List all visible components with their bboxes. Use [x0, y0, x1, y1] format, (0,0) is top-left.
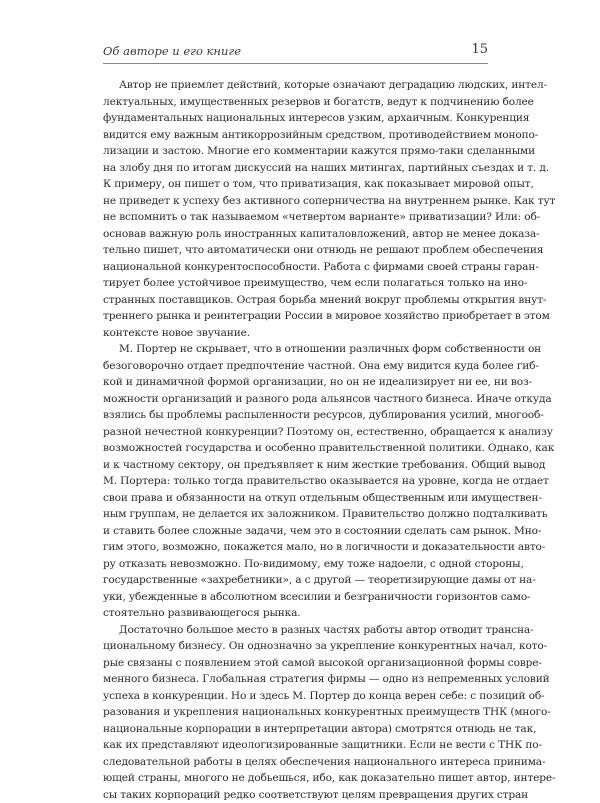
text-line: контексте новое звучание.	[103, 325, 488, 342]
text-line: основав важную роль иностранных капиталовложений, автор не менее доказа-	[103, 226, 488, 243]
text-line: М. Портера: только тогда правительство оказывается на уровне, когда не отдает	[103, 473, 488, 490]
text-line: М. Портер не скрывает, что в отношении различных форм собственности он	[103, 341, 488, 358]
text-line: не вспомнить о так называемом «четвертом варианте» приватизации? Или: об-	[103, 209, 488, 226]
text-line: тельно пишет, что автоматически они отнюдь не решают проблем обеспечения	[103, 242, 488, 259]
text-line: на злобу дня по итогам дискуссий на наших митингах, партийных съездах и т. д.	[103, 160, 488, 177]
text-line: рые связаны с появлением этой самой высокой организационной формы совре-	[103, 655, 488, 672]
text-line: стоятельно развивающегося рынка.	[103, 605, 488, 622]
header-rule	[103, 63, 488, 64]
text-line: видится ему важным антикоррозийным средством, противодействием монопо-	[103, 127, 488, 144]
text-line: и ставить более сложные задачи, чем это в состоянии сделать сам рынок. Мно-	[103, 523, 488, 540]
text-line: сы таких корпораций редко соответствуют целям превращения других стран	[103, 787, 488, 803]
text-line: взялись бы проблемы распыленности ресурсов, дублирования усилий, многооб-	[103, 407, 488, 424]
text-line: фундаментальных национальных интересов узким, архаичным. Конкуренция	[103, 110, 488, 127]
text-line: Достаточно большое место в разных частях работы автор отводит трансна-	[103, 622, 488, 639]
text-line: не приведет к успеху без активного соперничества на внутреннем рынке. Как тут	[103, 193, 488, 210]
text-line: Автор не приемлет действий, которые означают деградацию людских, интел-	[103, 77, 488, 94]
text-line: ным группам, не делается их заложником. Правительство должно подталкивать	[103, 506, 488, 523]
text-line: и к частному сектору, он предъявляет к ним жесткие требования. Общий вывод	[103, 457, 488, 474]
text-line: государственные «захребетники», а с другой — теоретизирующие дамы от на-	[103, 572, 488, 589]
text-line: ющей страны, многого не добьешься, ибо, как доказательно пишет автор, интере-	[103, 770, 488, 787]
page-number: 15	[471, 42, 488, 57]
text-line: национальной конкурентоспособности. Работа с фирмами своей страны гаран-	[103, 259, 488, 276]
text-line: как их представляют идеологизированные защитники. Если не вести с ТНК по-	[103, 737, 488, 754]
text-line: можности организаций и разного рода альянсов частного бизнеса. Иначе откуда	[103, 391, 488, 408]
text-line: уки, убежденные в абсолютном всесилии и безграничности горизонтов само-	[103, 589, 488, 606]
paragraph-1	[103, 77, 488, 341]
text-line: менного бизнеса. Глобальная стратегия фирмы — одно из непременных условий	[103, 671, 488, 688]
text-line: треннего рынка и реинтеграции России в мировое хозяйство приобретает в этом	[103, 308, 488, 325]
running-head-title: Об авторе и его книге	[103, 44, 241, 58]
text-line: кой и динамичной формой организации, но он не идеализирует ни ее, ни воз-	[103, 374, 488, 391]
text-line: ру отказать невозможно. По-видимому, ему тоже надоели, с одной стороны,	[103, 556, 488, 573]
text-line: разной нечестной конкуренции? Поэтому он, естественно, обращается к анализу	[103, 424, 488, 441]
text-line: возможностей государства и особенно правительственной политики. Однако, как	[103, 440, 488, 457]
text-line: разования и укрепления национальных конкурентных преимуществ ТНК (много-	[103, 704, 488, 721]
text-line: свои права и обязанности на откуп отдельным общественным или имуществен-	[103, 490, 488, 507]
text-line: К примеру, он пишет о том, что приватизация, как показывает мировой опыт,	[103, 176, 488, 193]
text-line: циональному бизнесу. Он однозначно за укрепление конкурентных начал, кото-	[103, 638, 488, 655]
text-line: странных поставщиков. Острая борьба мнений вокруг проблемы открытия внут-	[103, 292, 488, 309]
text-line: тирует более устойчивое преимущество, чем если полагаться только на ино-	[103, 275, 488, 292]
text-line: лектуальных, имущественных резервов и богатств, ведут к подчинению более	[103, 94, 488, 111]
text-line: следовательной работы в целях обеспечения национального интереса принима-	[103, 754, 488, 771]
paragraph-2	[103, 341, 488, 622]
text-line: успеха в конкуренции. Но и здесь М. Портер до конца верен себе: с позиций об-	[103, 688, 488, 705]
text-line: лизации и застою. Многие его комментарии кажутся прямо-таки сделанными	[103, 143, 488, 160]
text-line: гим этого, возможно, покажется мало, но в логичности и доказательности авто-	[103, 539, 488, 556]
text-line: национальные корпорации в интерпретации автора) смотрятся отнюдь не так,	[103, 721, 488, 738]
text-line: безоговорочно отдает предпочтение частной. Она ему видится куда более гиб-	[103, 358, 488, 375]
body-text	[103, 77, 488, 803]
paragraph-3	[103, 622, 488, 803]
